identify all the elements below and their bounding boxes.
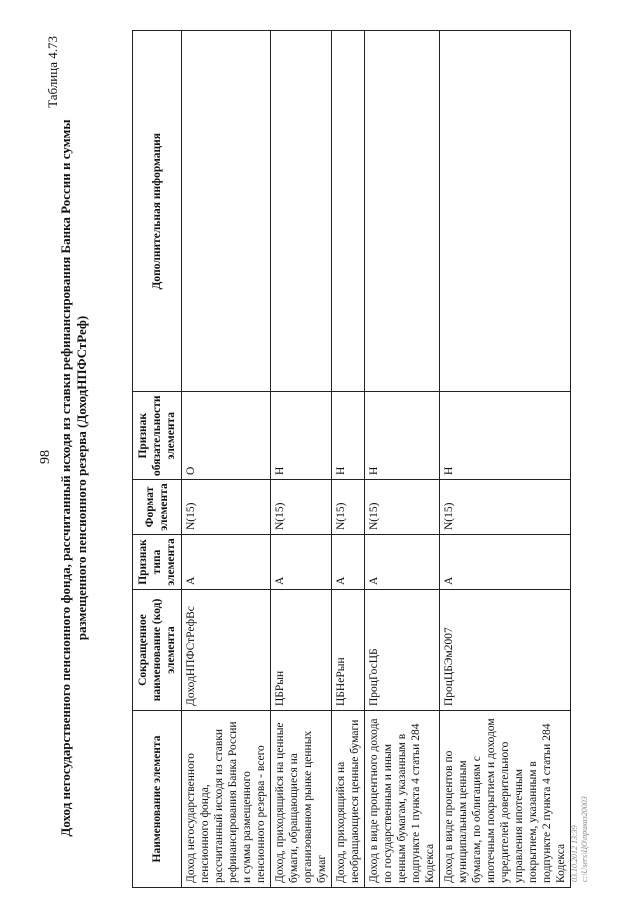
cell-format: N(15)	[271, 480, 332, 535]
col-header-info: Дополнительная информация	[133, 31, 182, 392]
cell-info	[332, 31, 365, 392]
cell-type: А	[182, 535, 271, 590]
cell-required: Н	[365, 392, 440, 480]
table-title: Доход негосударственного пенсионного фонда, рассчитанный исходя из ставки рефинансирования Банка России и суммы размещенного пенсионного резерва (ДоходНПФСтРеф)	[58, 119, 89, 837]
cell-format: N(15)	[365, 480, 440, 535]
table-row	[365, 31, 440, 888]
stamp-line: 03.10.2012 13:39	[570, 825, 579, 882]
cell-name: Доход негосударственного пенсионного фонда, рассчитанный исходя из ставки рефинансирования Банка России и сумма размещенного пенсионного резерва - всего	[182, 711, 271, 888]
table-row	[271, 31, 332, 888]
col-header-type: Признак типа элемента	[133, 535, 182, 590]
cell-info	[271, 31, 332, 392]
table-row	[182, 31, 271, 888]
header-row	[133, 31, 182, 888]
cell-code: ДоходНПФСтРефВс	[182, 590, 271, 711]
cell-type: А	[365, 535, 440, 590]
col-header-format: Формат элемента	[133, 480, 182, 535]
cell-code: ЦБНеРын	[332, 590, 365, 711]
col-header-code: Сокращенное наименование (код) элемента	[133, 590, 182, 711]
cell-name: Доход в виде процентов по муниципальным ценным бумагам, по облигациям с ипотечным покрытием и доходом учредителей доверительного управления ипотечным покрытием, указанным в подпункте 2 пункта 4 статьи 284 Кодекса	[440, 711, 571, 888]
cell-format: N(15)	[182, 480, 271, 535]
table-row	[440, 31, 571, 888]
cell-name: Доход в виде процентного дохода по государственным и иным ценным бумагам, указанным в подпункте 1 пункта 4 статьи 284 Кодекса	[365, 711, 440, 888]
cell-info	[365, 31, 440, 392]
cell-type: А	[271, 535, 332, 590]
col-header-required: Признак обязательности элемента	[133, 392, 182, 480]
data-table	[132, 30, 571, 888]
cell-required: Н	[332, 392, 365, 480]
cell-name: Доход, приходящийся на необращающиеся ценные бумаги	[332, 711, 365, 888]
cell-required: Н	[271, 392, 332, 480]
cell-code: ЦБРын	[271, 590, 332, 711]
cell-type: А	[332, 535, 365, 590]
col-header-name: Наименование элемента	[133, 711, 182, 888]
cell-type: А	[440, 535, 571, 590]
cell-code: ПроцЦБЭм2007	[440, 590, 571, 711]
table-row	[332, 31, 365, 888]
table-reference: Таблица 4.73	[45, 36, 60, 108]
cell-name: Доход, приходящийся на ценные бумаги, обращающиеся на организованном рынке ценных бумаг	[271, 711, 332, 888]
cell-required: Н	[440, 392, 571, 480]
cell-code: ПроцГосЦБ	[365, 590, 440, 711]
stamp-line: с:\Users\ЦО\приказ20003	[580, 796, 589, 882]
page-number: 98	[38, 450, 53, 464]
cell-info	[440, 31, 571, 392]
cell-required: О	[182, 392, 271, 480]
cell-format: N(15)	[440, 480, 571, 535]
file-stamp	[570, 796, 590, 882]
cell-format: N(15)	[332, 480, 365, 535]
cell-info	[182, 31, 271, 392]
